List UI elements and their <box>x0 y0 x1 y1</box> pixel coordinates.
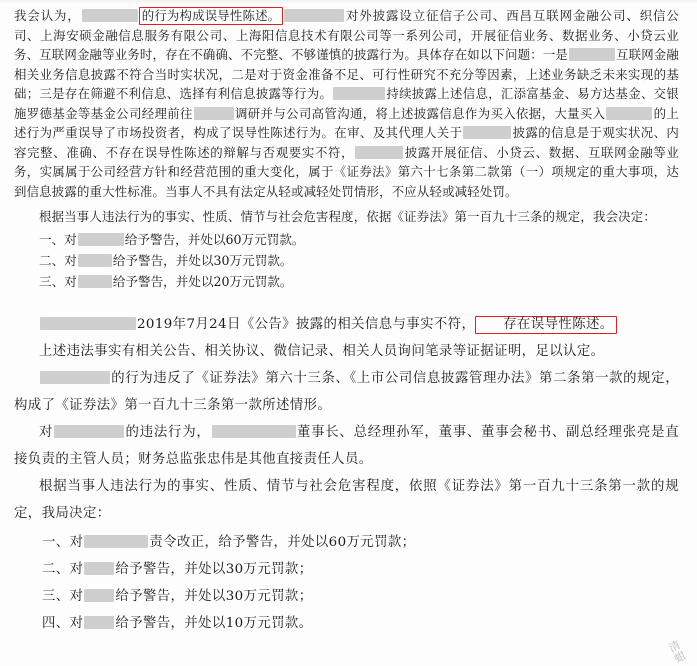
text-run: 的行为违反了《证券法》第六十三条、《上市公司信息披露管理办法》第二条第一款的规定，构成了《证券法》第一百九十三条第一款所述情形。 <box>14 370 679 413</box>
text-run: 根据当事人违法行为的事实、性质、情节与社会危害程度，依据《证券法》第一百九十三条的规定，我会决定： <box>39 209 656 224</box>
paragraph-evidence <box>14 338 679 365</box>
text-run: 三、对 <box>39 273 77 289</box>
text-run: 2019年7月24日《公告》披露的相关信息与事实不符， <box>137 316 476 332</box>
penalty-list-top <box>14 229 679 292</box>
penalty-item <box>14 250 679 271</box>
paragraph-decision-intro-lower <box>14 473 679 527</box>
text-run: 的违法行为， <box>125 424 211 440</box>
watermark <box>667 639 689 666</box>
watermark-line: 清 <box>666 637 684 656</box>
redaction-block <box>606 107 652 120</box>
redaction-block <box>84 616 114 629</box>
paragraph-legal-basis <box>14 365 679 419</box>
text-run: 四、对 <box>42 615 84 631</box>
redaction-block <box>40 317 136 330</box>
paragraph-responsible-persons <box>14 419 679 473</box>
redaction-block <box>82 9 138 22</box>
penalty-item <box>14 583 679 610</box>
text-run: 对外披露设立征信子公司、西昌互联网金融公司、织信公司、上海安硕金融信息服务有限公司、上海阳信息技术有限公司等一系列公司，开展征信业务、数据业务、小贷云业务、互联网金融等业务时，存在不确确、不完整、不够谨慎的披露行为。具体存在如以下问题：一是 <box>14 8 679 62</box>
penalty-item <box>14 529 679 556</box>
redaction-block <box>78 275 112 288</box>
scan-edge-artifact <box>0 0 697 5</box>
text-run: 调研并与公司高管沟通，将上述披露信息作为买入依据，大量买入 <box>234 105 606 121</box>
redaction-block <box>569 48 615 61</box>
paragraph-decision-intro <box>14 207 679 227</box>
redaction-block <box>54 425 124 438</box>
redaction-block <box>84 535 148 548</box>
penalty-list-lower <box>14 529 679 637</box>
text-run: 一、对 <box>39 231 77 247</box>
text-run: 持续披露上述信息，汇添富基金、易方达基金、交银施罗德基金等基金公司经理前往 <box>14 86 680 121</box>
text-run: 我会认为， <box>14 8 81 23</box>
redaction-block <box>40 371 110 384</box>
redaction-block <box>84 589 114 602</box>
highlight-box: 存在误导性陈述。 <box>475 316 616 334</box>
redaction-block <box>355 146 403 159</box>
redaction-block <box>212 425 296 438</box>
text-run: 给予警告，并处以30万元罚款； <box>115 561 313 577</box>
text-run: 二、对 <box>39 252 77 268</box>
text-run: 根据当事人违法行为的事实、性质、情节与社会危害程度，依照《证券法》第一百九十三条第一款的规定，我局决定： <box>14 478 679 521</box>
penalty-item <box>14 610 679 637</box>
text-run: 的上述行为严重误导了市场投资者，构成了误导性陈述行为。在审、及其代理人关于 <box>14 105 679 140</box>
watermark-line: 蚶 <box>672 648 689 666</box>
text-run: 披露的信息是于观实状况、内容完整、准确、不存在误导性陈述的辩解与否观要实不符， <box>14 125 679 160</box>
text-run: 董事长、总经理孙军，董事、董事会秘书、副总经理张亮是直接负责的主管人员；财务总监张忠伟是其他直接责任人员。 <box>14 424 679 467</box>
redaction-block <box>333 87 385 100</box>
text-run: 披露开展征信、小贷云、数据、互联网金融等业务，实属属于公司经营方针和经营范围的重大变化，属于《证券法》第六十七条第二款第（一）项规定的重大事项，达到信息披露的重大性标准。当事人不具有法定从轻或减轻处罚情形，不应从轻或减轻处罚。 <box>14 144 680 199</box>
penalty-item <box>14 271 679 292</box>
paragraph-announcement-misleading <box>14 311 679 338</box>
paragraph-finding <box>14 6 679 201</box>
redaction-block <box>84 562 114 575</box>
text-run: 一、对 <box>42 534 84 550</box>
text-run: 给予警告，并处以30万元罚款。 <box>112 252 293 268</box>
redaction-block <box>78 254 112 267</box>
text-run: 给予警告，并处以60万元罚款。 <box>124 231 305 247</box>
text-run: 责令改正，给予警告，并处以60万元罚款； <box>149 534 416 550</box>
text-run: 上述违法事实有相关公告、相关协议、微信记录、相关人员询问笔录等证据证明，足以认定。 <box>39 343 605 359</box>
text-run: 三、对 <box>42 588 84 604</box>
top-section <box>14 6 679 292</box>
lower-section <box>14 311 679 637</box>
text-run: 给予警告，并处以30万元罚款； <box>115 588 313 604</box>
penalty-item <box>14 229 679 250</box>
redaction-block <box>284 9 344 22</box>
redaction-block <box>463 126 511 139</box>
text-run: 对 <box>39 424 54 440</box>
redaction-block <box>194 107 234 120</box>
penalty-item <box>14 556 679 583</box>
text-run: 互联网金融相关业务信息披露不符合当时实状况，二是对于资金准备不足、可行性研究不充分等因素，上述业务缺乏未来实现的基础；三是存在筛避不利信息、选择有利信息披露等行为。 <box>14 47 679 101</box>
text-run: 二、对 <box>42 561 84 577</box>
text-run: 给予警告，并处以20万元罚款。 <box>112 273 293 289</box>
highlight-box: 的行为构成误导性陈述。 <box>139 7 284 25</box>
text-run: 给予警告，并处以10万元罚款。 <box>115 615 313 631</box>
redaction-block <box>78 233 124 246</box>
